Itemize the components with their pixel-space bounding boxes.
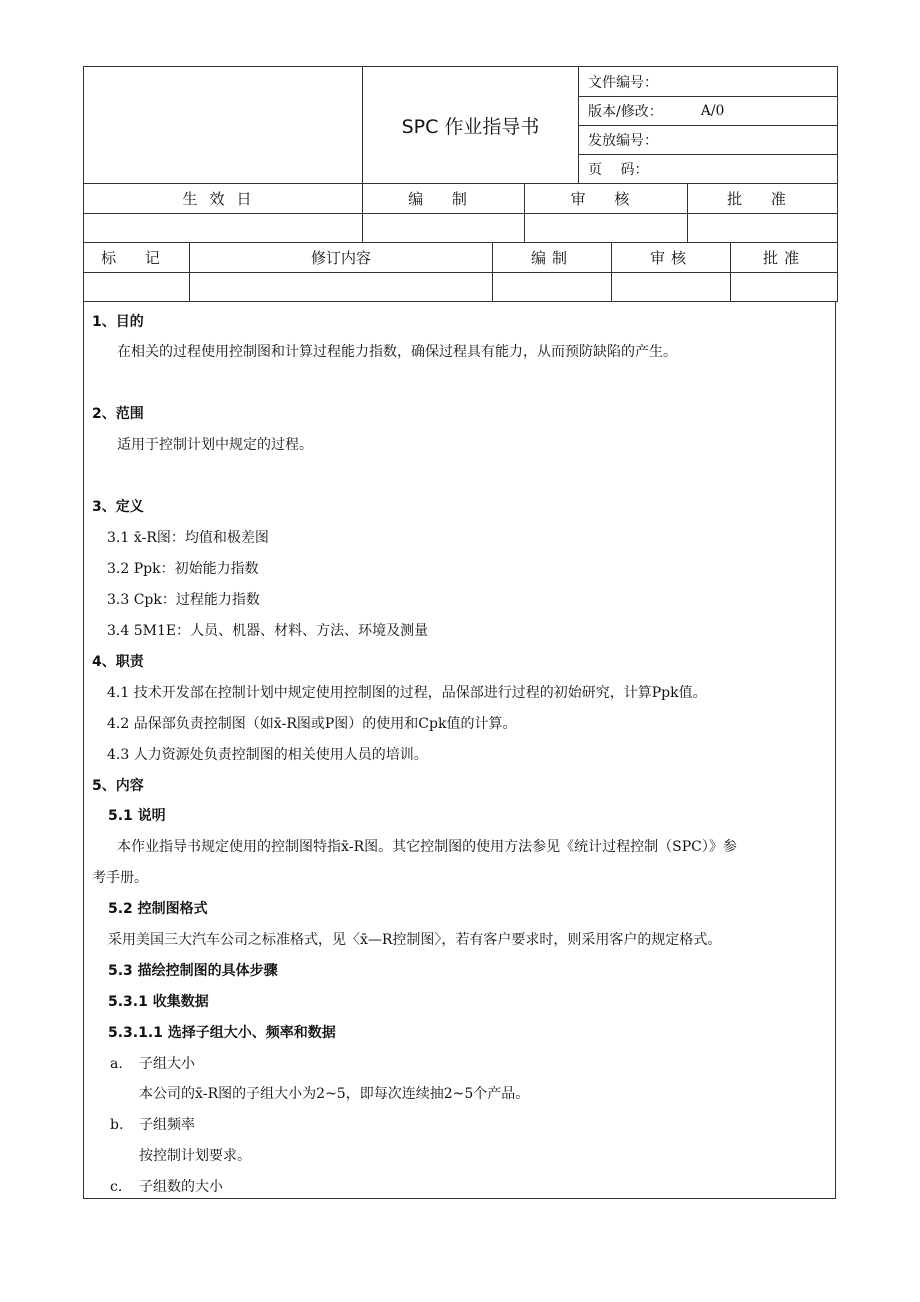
section-5-3-1-heading: 5.3.1 收集数据: [108, 994, 209, 1010]
section-5-1-heading: 5.1 说明: [108, 808, 166, 824]
revision-content-header: 修订内容: [189, 242, 493, 273]
issue-number-field: [578, 125, 838, 155]
item-b-title: 子组频率: [139, 1117, 195, 1133]
prepared-value: [362, 213, 525, 243]
document-title: SPC 作业指导书: [362, 66, 579, 184]
definition-item: 3.2 Ppk：初始能力指数: [107, 561, 259, 577]
revision-approved-value: [730, 272, 838, 302]
responsibility-item: 4.2 品保部负责控制图（如x̄-R图或P图）的使用和Cpk值的计算。: [107, 716, 517, 732]
section-5-3-heading: 5.3 描绘控制图的具体步骤: [108, 963, 278, 979]
item-a-text: 本公司的x̄-R图的子组大小为2~5，即每次连续抽2~5个产品。: [139, 1086, 530, 1102]
file-number-field: [578, 66, 838, 97]
item-c-label: c.: [110, 1179, 123, 1195]
document-header-table: [83, 66, 838, 302]
revision-reviewed-header: 审核: [611, 242, 731, 273]
definition-item: 3.3 Cpk：过程能力指数: [107, 592, 260, 608]
reviewed-header: 审 核: [524, 183, 688, 214]
version-label: 版本/修改：: [588, 104, 663, 120]
responsibility-item: 4.1 技术开发部在控制计划中规定使用控制图的过程，品保部进行过程的初始研究，计算Ppk值。: [107, 685, 707, 701]
item-b-text: 按控制计划要求。: [139, 1148, 251, 1164]
section-4-heading: 4、职责: [92, 654, 144, 670]
section-5-2-text: 采用美国三大汽车公司之标准格式，见〈x̄—R控制图〉，若有客户要求时，则采用客户的规定格式。: [108, 932, 722, 948]
section-5-2-heading: 5.2 控制图格式: [108, 901, 208, 917]
definition-item: 3.4 5M1E：人员、机器、材料、方法、环境及测量: [107, 623, 429, 639]
item-a-label: a.: [110, 1056, 123, 1072]
section-5-heading: 5、内容: [92, 778, 144, 794]
section-5-1-text-line1: 本作业指导书规定使用的控制图特指x̄-R图。其它控制图的使用方法参见《统计过程控制（SPC）》参: [117, 839, 737, 855]
section-3-heading: 3、定义: [92, 499, 144, 515]
item-a-title: 子组大小: [139, 1056, 195, 1072]
approved-value: [687, 213, 838, 243]
mark-value: [83, 272, 190, 302]
revision-prepared-header: 编制: [492, 242, 612, 273]
revision-content-value: [189, 272, 493, 302]
version-field: [578, 96, 838, 126]
prepared-header: 编 制: [362, 183, 525, 214]
definition-item: 3.1 x̄-R图：均值和极差图: [107, 530, 269, 546]
section-5-1-text-line2: 考手册。: [92, 870, 148, 886]
approved-header: 批 准: [687, 183, 838, 214]
page-number-field: [578, 154, 838, 184]
issue-number-label: 发放编号：: [588, 133, 658, 149]
item-c-title: 子组数的大小: [139, 1179, 223, 1195]
page-number-label: 页 码：: [588, 162, 649, 178]
section-2-heading: 2、范围: [92, 406, 144, 422]
section-2-text: 适用于控制计划中规定的过程。: [117, 437, 313, 453]
version-value: A/0: [700, 103, 725, 119]
section-5-3-1-1-heading: 5.3.1.1 选择子组大小、频率和数据: [108, 1025, 336, 1041]
effective-date-header: 生效日: [83, 183, 363, 214]
reviewed-value: [524, 213, 688, 243]
file-number-label: 文件编号：: [588, 74, 658, 91]
responsibility-item: 4.3 人力资源处负责控制图的相关使用人员的培训。: [107, 747, 428, 763]
logo-cell: [83, 66, 363, 184]
item-b-label: b.: [110, 1117, 124, 1133]
section-1-heading: 1、目的: [92, 314, 144, 330]
effective-date-value: [83, 213, 363, 243]
revision-reviewed-value: [611, 272, 731, 302]
section-1-text: 在相关的过程使用控制图和计算过程能力指数，确保过程具有能力，从而预防缺陷的产生。: [117, 344, 677, 360]
mark-header: 标 记: [83, 242, 190, 273]
revision-approved-header: 批准: [730, 242, 838, 273]
revision-prepared-value: [492, 272, 612, 302]
